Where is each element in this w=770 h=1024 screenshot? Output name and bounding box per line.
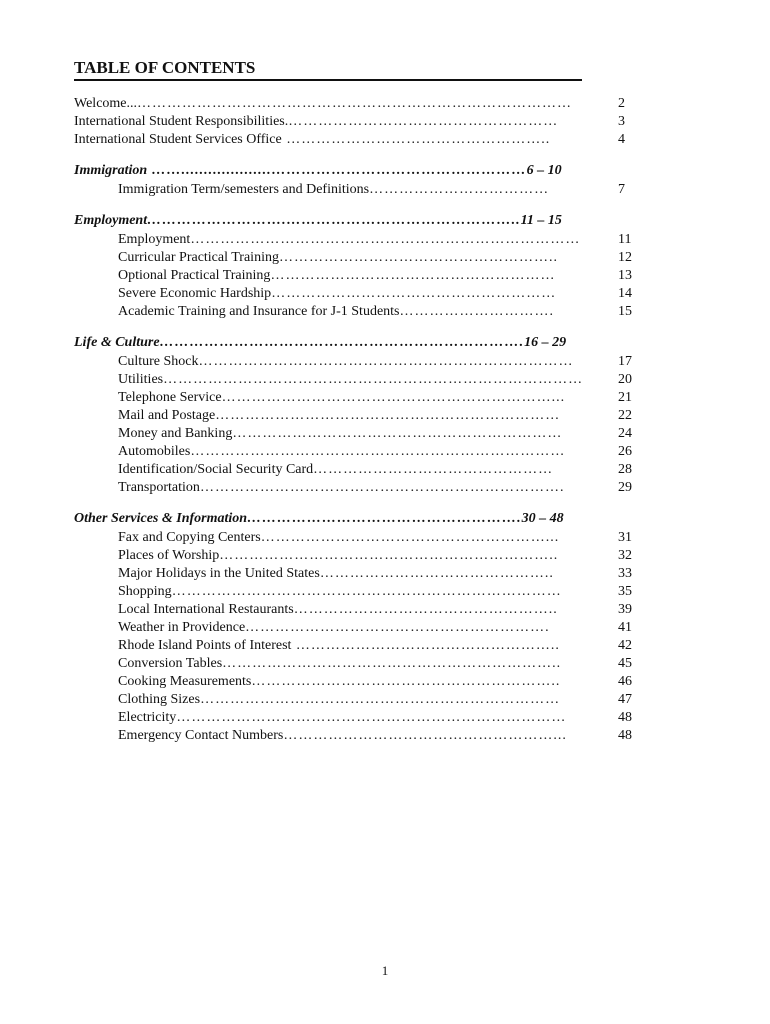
section-heading[interactable]	[74, 509, 694, 529]
toc-entry-label: Cooking Measurements	[118, 674, 252, 689]
section-heading-label: Immigration	[74, 163, 148, 178]
dot-leader: ……………………………………………………………………	[176, 710, 567, 725]
toc-entry[interactable]	[74, 637, 694, 655]
dot-leader: …………………………………………………………………	[198, 354, 574, 369]
toc-entry[interactable]	[74, 231, 694, 249]
dot-leader: …………………………………………………………..	[222, 656, 562, 671]
dot-leader: …………………………………………………...	[260, 530, 560, 545]
toc-entry[interactable]	[74, 709, 694, 727]
dot-leader: ………………………………………………...	[283, 728, 567, 743]
toc-page-number: 33	[618, 566, 632, 581]
toc-entry-label: Curricular Practical Training	[118, 250, 279, 265]
dot-leader: ……………………………………………………………	[215, 408, 561, 423]
toc-entry[interactable]	[74, 353, 694, 371]
section-heading[interactable]	[74, 161, 694, 181]
toc-entry[interactable]	[74, 113, 694, 131]
toc-page-number: 29	[618, 480, 632, 495]
dot-leader: …………………………………………………	[271, 286, 557, 301]
toc-entry[interactable]	[74, 479, 694, 497]
toc-page-number: 24	[618, 426, 632, 441]
toc-entry[interactable]	[74, 673, 694, 691]
toc-page-number: 47	[618, 692, 632, 707]
toc-entry[interactable]	[74, 267, 694, 285]
toc-entry[interactable]	[74, 425, 694, 443]
toc-page-number: 32	[618, 548, 632, 563]
dot-leader: ………………………………………………..	[278, 250, 558, 265]
toc-entry[interactable]	[74, 443, 694, 461]
toc-entry-label: Welcome...	[74, 96, 138, 111]
dot-leader: ……………………………………………………………………………	[137, 96, 573, 111]
section-page-range: 30 – 48	[521, 511, 564, 526]
dot-leader: …………………………………………………………...	[221, 390, 566, 405]
toc-sections	[74, 161, 694, 745]
toc-entry[interactable]	[74, 529, 694, 547]
toc-page-number: 48	[618, 710, 632, 725]
toc-entry[interactable]	[74, 461, 694, 479]
toc-entry[interactable]	[74, 95, 694, 113]
toc-entry-label: Transportation	[118, 480, 200, 495]
toc-page-number: 4	[618, 132, 625, 147]
toc-page-number: 48	[618, 728, 632, 743]
toc-page-number: 17	[618, 354, 632, 369]
toc-page-number: 22	[618, 408, 632, 423]
toc-page-number: 28	[618, 462, 632, 477]
toc-entry-label: Automobiles	[118, 444, 191, 459]
toc-entry-label: Fax and Copying Centers	[118, 530, 261, 545]
dot-leader: ……………………………………………..	[291, 638, 560, 653]
toc-page-number: 14	[618, 286, 632, 301]
toc-entry[interactable]	[74, 727, 694, 745]
toc-entry-label: Shopping	[118, 584, 172, 599]
dot-leader: ……………………………………………………………………	[171, 584, 562, 599]
toc-entry[interactable]	[74, 285, 694, 303]
dot-leader: ………………………………………………	[288, 114, 559, 129]
dot-leader: ……………………………………………………..	[251, 674, 561, 689]
toc-list	[74, 95, 694, 745]
toc-page-number: 15	[618, 304, 632, 319]
section-page-range: 11 – 15	[520, 213, 562, 228]
dot-leader: …………………………………………………….	[245, 620, 550, 635]
toc-page-number: 35	[618, 584, 632, 599]
toc-page-number: 7	[618, 182, 625, 197]
dot-leader: ………………………….	[399, 304, 554, 319]
toc-entry-label: Culture Shock	[118, 354, 199, 369]
dot-leader: …………………………………………………………………	[190, 444, 566, 459]
toc-entry-label: Utilities	[118, 372, 164, 387]
section-heading-label: Employment	[74, 213, 148, 228]
toc-entry[interactable]	[74, 407, 694, 425]
dot-leader: ……………………………………………..	[293, 602, 558, 617]
section-page-range: 6 – 10	[526, 163, 562, 178]
toc-entry[interactable]	[74, 547, 694, 565]
dot-leader: …………………………………………	[313, 462, 554, 477]
toc-entry-label: Rhode Island Points of Interest	[118, 638, 292, 653]
toc-page-number: 21	[618, 390, 632, 405]
toc-entry-label: Optional Practical Training	[118, 268, 271, 283]
dot-leader: …………………………………………………	[270, 268, 556, 283]
toc-entry[interactable]	[74, 601, 694, 619]
toc-page-number: 39	[618, 602, 632, 617]
toc-entry[interactable]	[74, 131, 694, 149]
toc-page-number: 2	[618, 96, 625, 111]
page-title: TABLE OF CONTENTS	[74, 57, 582, 81]
toc-entry-label: Emergency Contact Numbers	[118, 728, 284, 743]
toc-page-number: 42	[618, 638, 632, 653]
toc-entry[interactable]	[74, 619, 694, 637]
dot-leader: ………………………………………………………………	[200, 692, 561, 707]
toc-entry-label: Mail and Postage	[118, 408, 216, 423]
toc-page-number: 12	[618, 250, 632, 265]
dot-leader: ……………………….………………………………………..	[147, 213, 521, 228]
toc-entry[interactable]	[74, 371, 694, 389]
toc-entry-label: Major Holidays in the United States	[118, 566, 320, 581]
toc-entry[interactable]	[74, 181, 694, 199]
toc-entry[interactable]	[74, 303, 694, 321]
toc-entry-label: Employment	[118, 232, 191, 247]
dot-leader: ……………………………………………….	[247, 511, 522, 526]
toc-page-number: 11	[618, 232, 632, 247]
dot-leader: ……....................……………………………………………	[147, 163, 527, 178]
dot-leader: …………………………………………………………………………	[163, 372, 584, 387]
toc-entry-label: Telephone Service	[118, 390, 222, 405]
dot-leader: ……………………………………………………………….	[199, 480, 565, 495]
dot-leader: …………………………………………………………	[232, 426, 563, 441]
section-heading[interactable]	[74, 333, 694, 353]
section-page-range: 16 – 29	[524, 335, 567, 350]
toc-entry[interactable]	[74, 389, 694, 407]
section-heading-label: Life & Culture	[74, 335, 160, 350]
toc-entry-label: Clothing Sizes	[118, 692, 201, 707]
dot-leader: ……………………………………………………………….	[159, 335, 525, 350]
toc-entry[interactable]	[74, 565, 694, 583]
section-heading-label: Other Services & Information	[74, 511, 248, 526]
toc-page-number: 3	[618, 114, 625, 129]
dot-leader: ……………………………………………..	[281, 132, 551, 147]
toc-page-number: 46	[618, 674, 632, 689]
toc-entry-label: Severe Economic Hardship	[118, 286, 272, 301]
toc-entry-label: Immigration Term/semesters and Definitions	[118, 182, 370, 197]
toc-entry[interactable]	[74, 249, 694, 267]
dot-leader: ……………………………………………………………………	[190, 232, 581, 247]
toc-page-number: 26	[618, 444, 632, 459]
toc-page-number: 45	[618, 656, 632, 671]
toc-entry-label: Weather in Providence	[118, 620, 246, 635]
toc-page-number: 20	[618, 372, 632, 387]
toc-entry[interactable]	[74, 691, 694, 709]
toc-entry-label: Places of Worship	[118, 548, 220, 563]
toc-entry[interactable]	[74, 583, 694, 601]
toc-entry-label: Conversion Tables	[118, 656, 223, 671]
toc-entry-label: Academic Training and Insurance for J-1 Students	[118, 304, 400, 319]
toc-page-number: 31	[618, 530, 632, 545]
dot-leader: ………………………………	[369, 182, 550, 197]
toc-entry-label: Electricity	[118, 710, 177, 725]
toc-entry[interactable]	[74, 655, 694, 673]
toc-page-number: 41	[618, 620, 632, 635]
dot-leader: …………………………………………………………..	[219, 548, 559, 563]
toc-entry-label: International Student Services Office	[74, 132, 282, 147]
toc-entry-label: International Student Responsibilities.	[74, 114, 289, 129]
section-heading[interactable]	[74, 211, 694, 231]
toc-entry-label: Money and Banking	[118, 426, 233, 441]
page-number-footer: 1	[381, 963, 389, 978]
dot-leader: ………………………………………..	[319, 566, 554, 581]
toc-entry-label: Local International Restaurants	[118, 602, 294, 617]
toc-entry-label: Identification/Social Security Card	[118, 462, 314, 477]
toc-page-number: 13	[618, 268, 632, 283]
